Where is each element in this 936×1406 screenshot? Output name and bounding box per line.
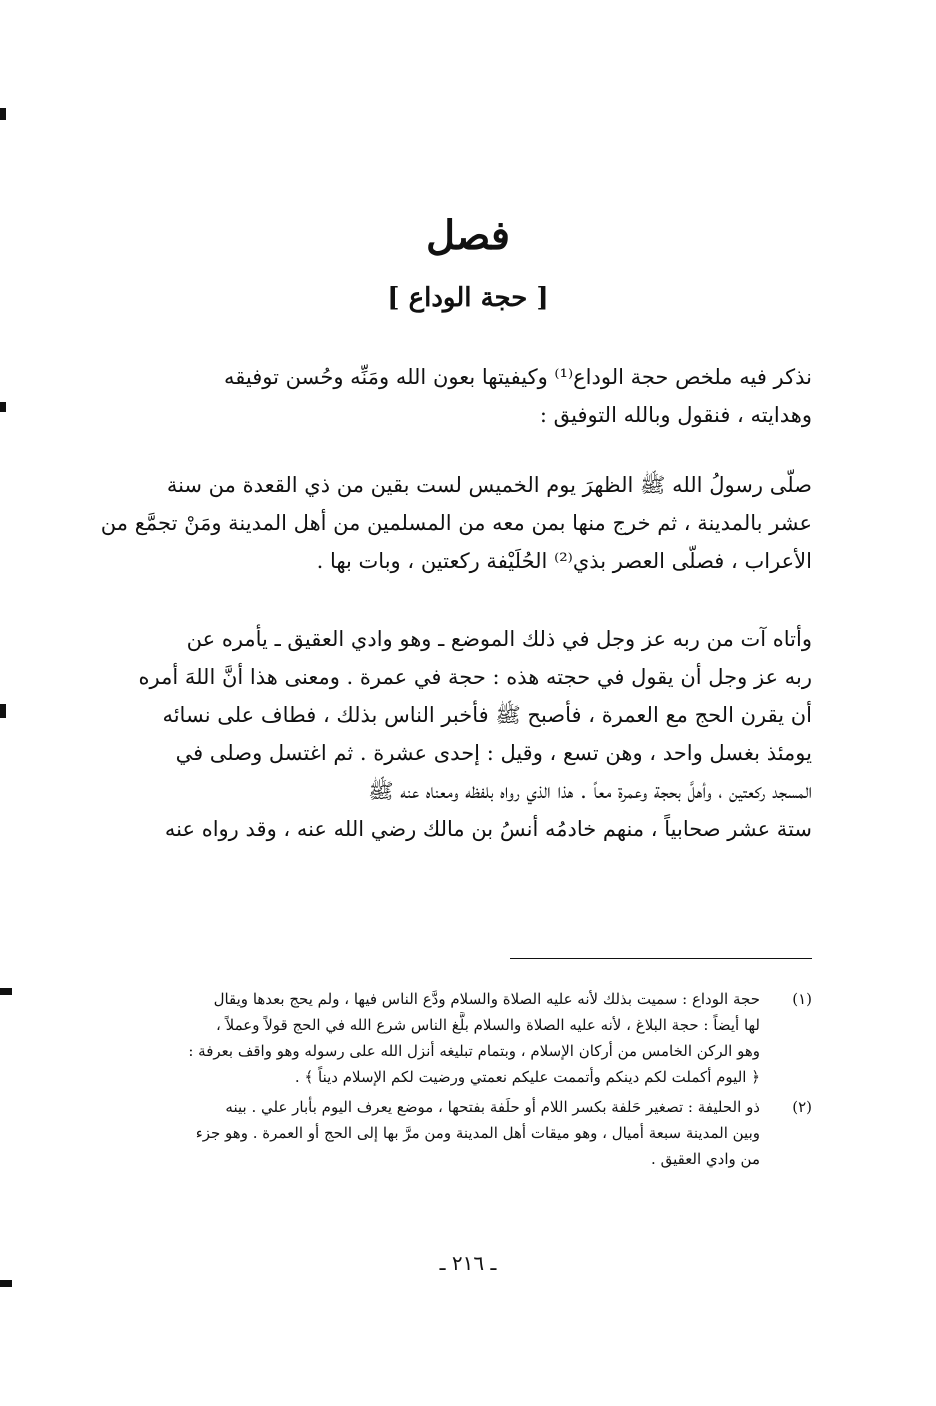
scan-edge-mark <box>0 402 6 412</box>
footnote <box>100 986 812 1090</box>
scan-edge-mark <box>0 1280 12 1287</box>
paragraph-line: يومئذ بغسل واحد ، وهن تسع ، وقيل : إحدى عشرة . ثم اغتسل وصلى في <box>175 741 812 765</box>
footnote-number: (٢) <box>792 1098 812 1116</box>
scan-edge-mark <box>0 988 12 995</box>
paragraph-line: الأعراب ، فصلّى العصر بذي⁽²⁾ الحُلَيْفة ركعتين ، وبات بها . <box>316 549 812 573</box>
footnote-line: وهو الركن الخامس من أركان الإسلام ، وبتمام تبليغه أنزل الله على رسوله وهو واقف بعرفة : <box>188 1042 760 1060</box>
paragraph-line: وأتاه آت من ربه عز وجل في ذلك الموضع ـ وهو وادي العقيق ـ يأمره عن <box>186 627 812 651</box>
footnotes <box>100 986 812 1176</box>
footnote-separator <box>510 958 812 959</box>
footnote <box>100 1094 812 1172</box>
paragraph-line: وهدايته ، فنقول وبالله التوفيق : <box>539 403 812 427</box>
paragraph-line: نذكر فيه ملخص حجة الوداع⁽¹⁾ وكيفيتها بعون الله ومَنِّه وحُسن توفيقه <box>224 365 812 389</box>
page-number: ـ ٢١٦ ـ <box>439 1251 497 1275</box>
paragraph <box>100 620 812 848</box>
footnote-line: حجة الوداع : سميت بذلك لأنه عليه الصلاة والسلام ودَّع الناس فيها ، ولم يحج بعدها ويقال <box>213 990 760 1008</box>
footnote-number: (١) <box>792 990 812 1008</box>
footnote-line: وبين المدينة سبعة أميال ، وهو ميقات أهل المدينة ومن مرَّ بها إلى الحج أو العمرة . وهو جزء <box>195 1124 760 1142</box>
paragraph-line: صلّى رسولُ الله ﷺ الظهرَ يوم الخميس لست بقين من ذي القعدة من سنة <box>166 473 812 497</box>
paragraph-line: ستة عشر صحابياً ، منهم خادمُه أنسُ بن مالك رضي الله عنه ، وقد رواه عنه <box>164 817 812 841</box>
paragraph <box>100 466 812 580</box>
footnote-line: من وادي العقيق . <box>651 1150 760 1168</box>
paragraph <box>100 358 812 434</box>
footnote-line: ﴿ اليوم أكملت لكم دينكم وأتممت عليكم نعمتي ورضيت لكم الإسلام ديناً ﴾ . <box>294 1068 760 1086</box>
paragraph-line: عشر بالمدينة ، ثم خرج منها بمن معه من المسلمين من أهل المدينة ومَنْ تجمَّع من <box>100 511 812 535</box>
chapter-title: فصل <box>425 212 511 259</box>
paragraph-line: أن يقرن الحج مع العمرة ، فأصبح ﷺ فأخبر الناس بذلك ، فطاف على نسائه <box>162 703 812 727</box>
scan-edge-mark <box>0 704 6 718</box>
paragraph-line: ربه عز وجل أن يقول في حجته هذه : حجة في عمرة . ومعنى هذا أنَّ اللهَ أمره <box>138 665 812 689</box>
footnote-line: ذو الحليفة : تصغير حَلفة بكسر اللام أو حلَفة بفتحها ، موضع يعرف اليوم بأبار علي . بينه <box>225 1098 760 1116</box>
section-title: [ حجة الوداع ] <box>387 283 549 313</box>
footnote-line: لها أيضاً : حجة البلاغ ، لأنه عليه الصلاة والسلام بلَّغ الناس شرع الله في الحج قولاً وعملاً ، <box>216 1016 760 1034</box>
scan-edge-mark <box>0 108 6 120</box>
paragraph-line: المسجد ركعتين ، وأهلَّ بحجة وعمرة معاً . هذا الذي رواه بلفظه ومعناه عنه ﷺ <box>368 779 812 803</box>
